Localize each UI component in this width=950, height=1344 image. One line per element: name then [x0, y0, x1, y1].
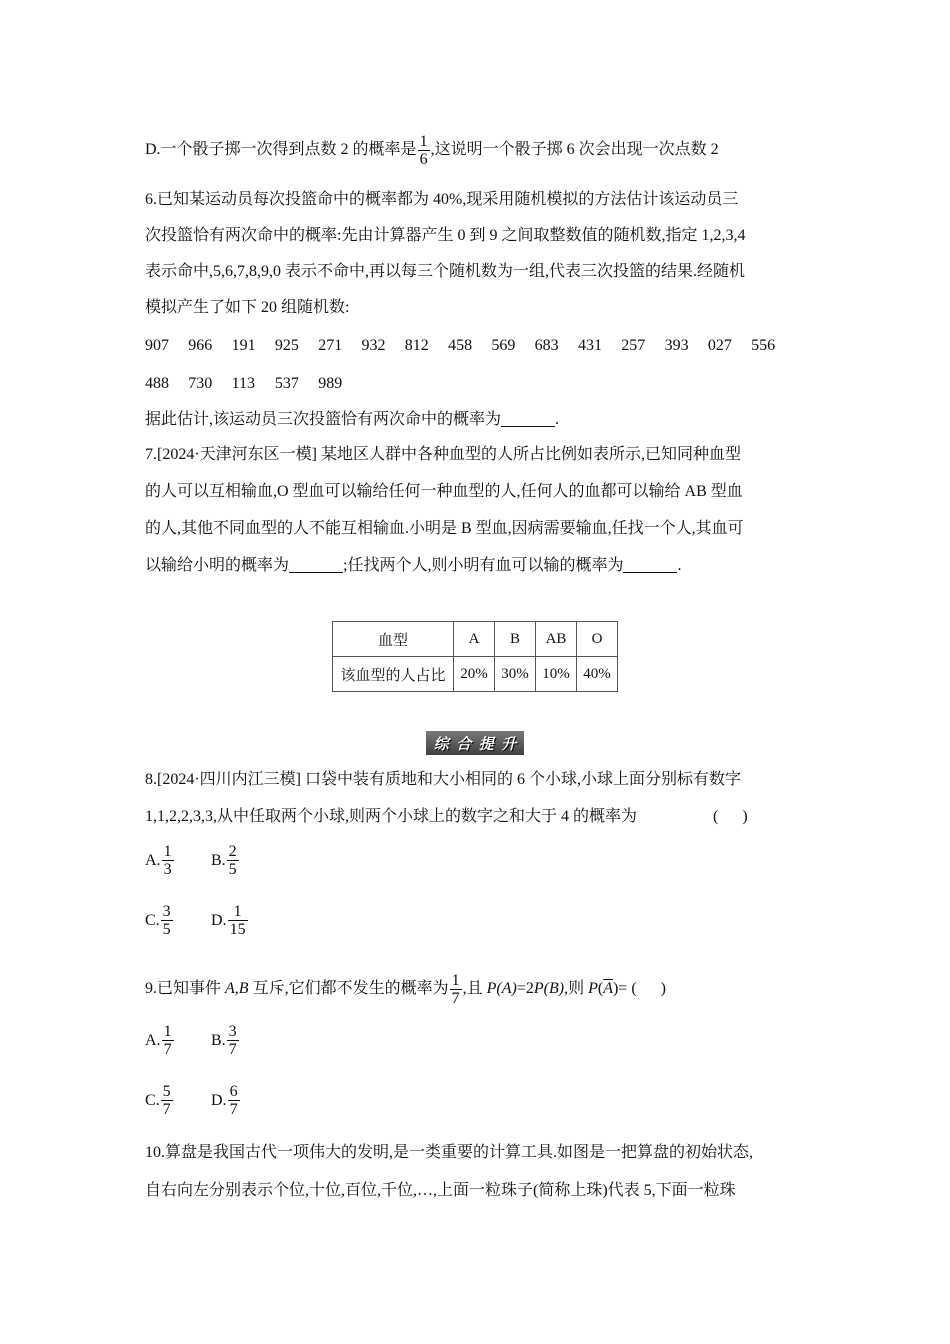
q6-line-3: 表示命中,5,6,7,8,9,0 表示不命中,再以每三个随机数为一组,代表三次投篮的结果.经随机 [145, 263, 746, 280]
q9-option-d[interactable]: D. $\frac{6}{7}$ [211, 1083, 238, 1118]
q7-line-4: 以输给小明的概率为 ;任找两个人,则小明有血可以输的概率为 . [145, 557, 682, 574]
q6-line-2: 次投篮恰有两次命中的概率:先由计算器产生 0 到 9 之间取整数值的随机数,指定 1,2,3,4 [145, 227, 746, 244]
random-number: 488 [145, 375, 169, 392]
table-cell: 血型 [333, 622, 454, 657]
q9-stem: 9.已知事件 A,B 互斥,它们都不发生的概率为 $\frac{1}{7}$ ,且 P(A)=2P(B),则 $P(\overline{A})=$ ( ) [145, 972, 666, 1007]
q10-line-2: 自右向左分别表示个位,十位,百位,千位,…,上面一粒珠子(简称上珠)代表 5,下面一粒珠 [145, 1182, 736, 1199]
table-cell: 10% [536, 657, 577, 692]
option-fraction: $\frac{1}{3}$ [163, 843, 172, 878]
random-number: 393 [664, 337, 689, 354]
table-cell: B [495, 622, 536, 657]
q5-d-prefix: D.一个骰子掷一次得到点数 2 的概率是 [145, 141, 417, 159]
random-number: 966 [188, 337, 213, 354]
random-number: 989 [318, 375, 343, 392]
q9-option-a[interactable]: A. $\frac{1}{7}$ [145, 1023, 172, 1058]
random-number: 191 [231, 337, 256, 354]
answer-paren[interactable]: = ( ) [618, 980, 666, 998]
random-number: 907 [145, 337, 169, 354]
option-fraction: $\frac{3}{5}$ [162, 903, 171, 938]
q8-option-c[interactable]: C. $\frac{3}{5}$ [145, 903, 171, 938]
random-number: 537 [274, 375, 299, 392]
q9-option-b[interactable]: B. $\frac{3}{7}$ [211, 1023, 237, 1058]
q8-line-2: 1,1,2,2,3,3,从中任取两个小球,则两个小球上的数字之和大于 4 的概率为 ( ) [145, 808, 748, 825]
table-cell: 30% [495, 657, 536, 692]
q8-line-1: 8.[2024·四川内江三模] 口袋中装有质地和大小相同的 6 个小球,小球上面分别标有数字 [145, 771, 741, 788]
q6-random-numbers-row-2 [145, 374, 361, 394]
random-number: 257 [621, 337, 646, 354]
random-number: 431 [577, 337, 602, 354]
q8-option-b[interactable]: B. $\frac{2}{5}$ [211, 843, 237, 878]
q10-line-1: 10.算盘是我国古代一项伟大的发明,是一类重要的计算工具.如图是一把算盘的初始状态, [145, 1144, 754, 1161]
blood-type-table [332, 621, 618, 692]
q9-option-c[interactable]: C. $\frac{5}{7}$ [145, 1083, 171, 1118]
option-fraction: $\frac{1}{15}$ [229, 903, 246, 938]
random-number: 027 [707, 337, 732, 354]
q7-line-2: 的人可以互相输血,O 型血可以输给任何一种血型的人,任何人的血都可以输给 AB 型血 [145, 483, 743, 500]
option-fraction: $\frac{1}{7}$ [163, 1023, 172, 1058]
table-cell: 该血型的人占比 [333, 657, 454, 692]
table-cell: O [577, 622, 618, 657]
q5-d-fraction: $\frac{1}{6}$ [419, 133, 428, 168]
random-number: 683 [534, 337, 559, 354]
q6-random-numbers-row-1 [145, 336, 794, 356]
section-badge: 综 合 提 升 [426, 731, 524, 755]
q5-d-suffix: ,这说明一个骰子掷 6 次会出现一次点数 2 [430, 141, 719, 159]
random-number: 730 [188, 375, 213, 392]
table-cell: 20% [454, 657, 495, 692]
answer-blank[interactable] [501, 410, 555, 427]
q7-line-3: 的人,其他不同血型的人不能互相输血.小明是 B 型血,因病需要输血,任找一个人,其血可 [145, 520, 744, 537]
a-complement: $\overline{A}$ [603, 980, 613, 998]
random-number: 569 [491, 337, 516, 354]
option-fraction: $\frac{2}{5}$ [228, 843, 237, 878]
q8-option-a[interactable]: A. $\frac{1}{3}$ [145, 843, 172, 878]
q6-line-1: 6.已知某运动员每次投篮命中的概率都为 40%,现采用随机模拟的方法估计该运动员三 [145, 191, 739, 208]
option-fraction: $\frac{5}{7}$ [162, 1083, 171, 1118]
answer-blank[interactable] [623, 556, 677, 573]
q7-line-1: 7.[2024·天津河东区一模] 某地区人群中各种血型的人所占比例如表所示,已知同种血型 [145, 446, 741, 463]
answer-paren[interactable]: ( ) [713, 808, 748, 825]
random-number: 271 [318, 337, 343, 354]
random-number: 458 [448, 337, 473, 354]
option-fraction: $\frac{6}{7}$ [229, 1083, 238, 1118]
table-cell: 40% [577, 657, 618, 692]
option-fraction: $\frac{3}{7}$ [228, 1023, 237, 1058]
q8-option-d[interactable]: D. $\frac{1}{15}$ [211, 903, 246, 938]
table-row [333, 657, 618, 692]
random-number: 925 [274, 337, 299, 354]
table-cell: AB [536, 622, 577, 657]
random-number: 556 [751, 337, 776, 354]
q6-line-4: 模拟产生了如下 20 组随机数: [145, 299, 350, 316]
q5-option-d [145, 133, 719, 168]
random-number: 932 [361, 337, 386, 354]
q6-question-text: 据此估计,该运动员三次投篮恰有两次命中的概率为 [145, 411, 502, 428]
answer-blank[interactable] [289, 556, 343, 573]
table-header-row [333, 622, 618, 657]
q9-fraction: $\frac{1}{7}$ [451, 972, 460, 1007]
q6-question: 据此估计,该运动员三次投篮恰有两次命中的概率为 . [145, 411, 560, 428]
table-cell: A [454, 622, 495, 657]
random-number: 113 [231, 375, 255, 392]
random-number: 812 [404, 337, 429, 354]
